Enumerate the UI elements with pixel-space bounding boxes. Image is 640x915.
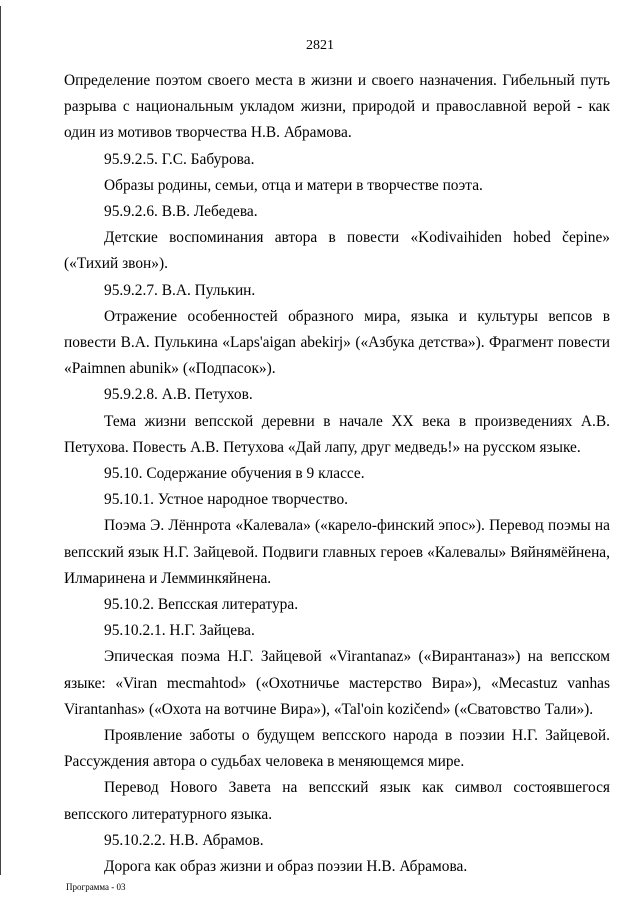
heading-95-9-2-5: 95.9.2.5. Г.С. Бабурова. xyxy=(104,150,255,168)
paragraph-kalevala: Поэма Э. Лённрота «Калевала» («карело-финский эпос»). Перевод поэмы на вепсский язык Н.Г. Зайцевой. Подвиги главных героев «Калевалы» Вяйнямёйнена, Илмаринена и Лемминкяйнена. xyxy=(64,517,610,587)
paragraph-abramov-intro: Определение поэтом своего места в жизни и своего назначения. Гибельный путь разрыва с национальным укладом жизни, природой и православной верой - как один из мотивов творчества Н.В. Абрамова. xyxy=(64,72,610,142)
heading-95-10-1: 95.10.1. Устное народное творчество. xyxy=(104,491,349,509)
heading-95-9-2-8: 95.9.2.8. А.В. Петухов. xyxy=(104,386,253,404)
heading-95-10-2-1: 95.10.2.1. Н.Г. Зайцева. xyxy=(104,622,255,640)
paragraph-road: Дорога как образ жизни и образ поэзии Н.В. Абрамова. xyxy=(104,858,468,876)
page-footer: Программа - 03 xyxy=(66,882,126,892)
heading-95-10: 95.10. Содержание обучения в 9 классе. xyxy=(104,465,365,483)
page-number: 2821 xyxy=(306,38,334,53)
page-content xyxy=(64,68,610,880)
paragraph-new-testament: Перевод Нового Завета на вепсский язык как символ состоявшегося вепсского литературного языка. xyxy=(64,779,610,823)
heading-95-10-2: 95.10.2. Вепсская литература. xyxy=(104,596,299,614)
heading-95-9-2-7: 95.9.2.7. В.А. Пулькин. xyxy=(104,281,256,299)
paragraph-baburova: Образы родины, семьи, отца и матери в творчестве поэта. xyxy=(104,176,483,194)
heading-95-10-2-2: 95.10.2.2. Н.В. Абрамов. xyxy=(104,831,264,849)
paragraph-zaitseva-care: Проявление заботы о будущем вепсского народа в поэзии Н.Г. Зайцевой. Рассуждения автора о судьбах человека в меняющемся мире. xyxy=(64,727,610,771)
paragraph-lebedeva: Детские воспоминания автора в повести «Kodivaihiden hobed čepine» («Тихий звон»). xyxy=(64,229,610,273)
paragraph-virantanaz: Эпическая поэма Н.Г. Зайцевой «Virantanaz» («Вирантаназ») на вепсском языке: «Viran mecmahtod» («Охотничье мастерство Вира»), «Mecastuz vanhas Virantanhas» («Охота на вотчине Вира»), «Tal'oin kozičend» («Сватовство Тали»). xyxy=(64,648,610,718)
paragraph-petukhov: Тема жизни вепсской деревни в начале XX века в произведениях А.В. Петухова. Повесть А.В. Петухова «Дай лапу, друг медведь!» на русском языке. xyxy=(64,412,610,456)
paragraph-pulkin: Отражение особенностей образного мира, языка и культуры вепсов в повести В.А. Пулькина «Laps'aigan abekirj» («Азбука детства»). Фрагмент повести «Paimnen abunik» («Подпасок»). xyxy=(64,307,610,378)
heading-95-9-2-6: 95.9.2.6. В.В. Лебедева. xyxy=(104,203,258,221)
